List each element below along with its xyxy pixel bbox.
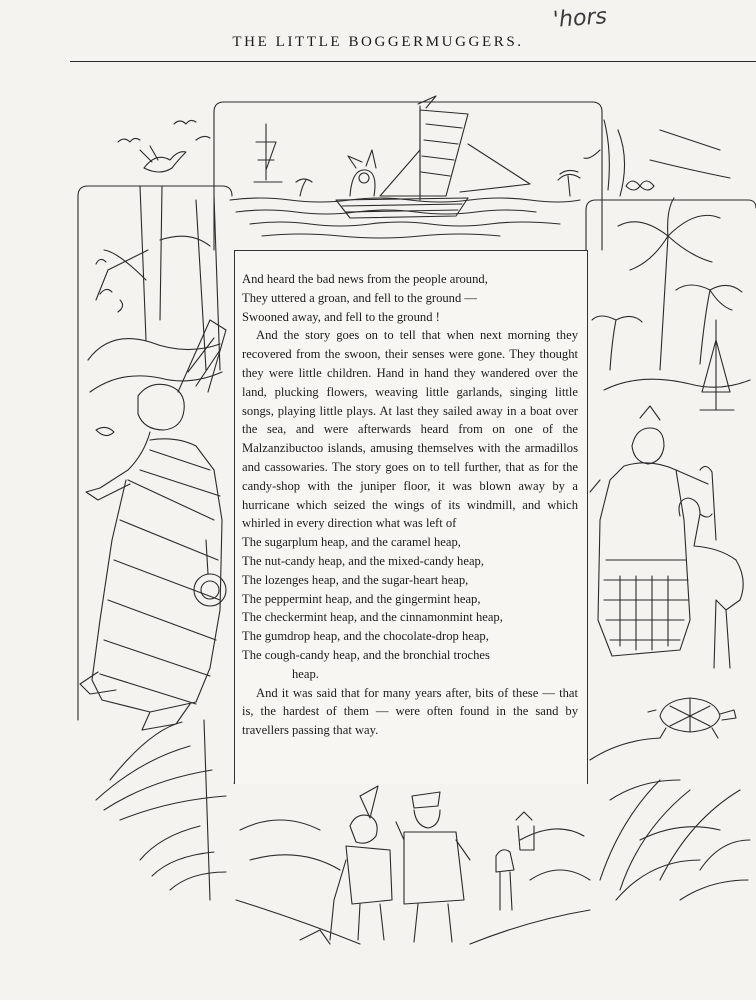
- verse-line: The peppermint heap, and the gingermint heap,: [242, 591, 481, 606]
- verse-line: The gumdrop heap, and the chocolate-drop heap,: [242, 629, 489, 644]
- grass-icon: [96, 720, 226, 900]
- birds-icon: [118, 120, 210, 172]
- running-title: THE LITTLE BOGGERMUGGERS.: [232, 34, 524, 50]
- verse-line: The sugarplum heap, and the caramel heap,: [242, 535, 461, 550]
- birch-tree-icon: [78, 186, 232, 720]
- verse-line: They uttered a groan, and fell to the ground —: [242, 290, 478, 305]
- verse-line: Swooned away, and fell to the ground !: [242, 309, 440, 324]
- palm-tree-icon: [584, 120, 756, 782]
- verse-line: The checkermint heap, and the cinnamonmint heap,: [242, 610, 503, 625]
- verse-line: heap.: [292, 666, 319, 681]
- turtle-icon: [648, 698, 736, 738]
- verse-line: The lozenges heap, and the sugar-heart heap,: [242, 572, 469, 587]
- paragraph: And the story goes on to tell that when next morning they recovered from the swoon, their senses were gone. They thought they were little children. Hand in hand they wandered over the land, plucking flowers, weaving little garlands, singing little songs, playing little plays. At last they sailed away in a boat over the sea, and were afterwards heard from on one of the Malzanzibuctoo islands, amusing themselves with the armadillos and cassowaries. The story goes on to tell further, that as for the candy-shop with the juniper floor, it was blown away by a hurricane which seized the wings of its windmill, and which whirled in every direction what was left of: [242, 328, 578, 531]
- lady-in-striped-gown-icon: [80, 320, 226, 730]
- queen-with-flamingos-icon: [590, 406, 743, 668]
- verse-line: The nut-candy heap, and the mixed-candy heap,: [242, 553, 484, 568]
- margin-note: 'hors: [552, 4, 608, 33]
- verse-stanza: [242, 533, 578, 683]
- verse-line: The cough-candy heap, and the bronchial troches: [242, 647, 490, 662]
- children-with-wizard-icon: [234, 783, 590, 944]
- sailing-ship-icon: [214, 96, 602, 250]
- verse-line: And heard the bad news from the people around,: [242, 272, 488, 286]
- body-text: [242, 270, 578, 740]
- foliage-icon: [590, 738, 750, 900]
- paragraph: And it was said that for many years after, bits of these — that is, the hardest of them — were often found in the sand by travellers passing that way.: [242, 685, 578, 738]
- verse-stanza: [242, 270, 578, 326]
